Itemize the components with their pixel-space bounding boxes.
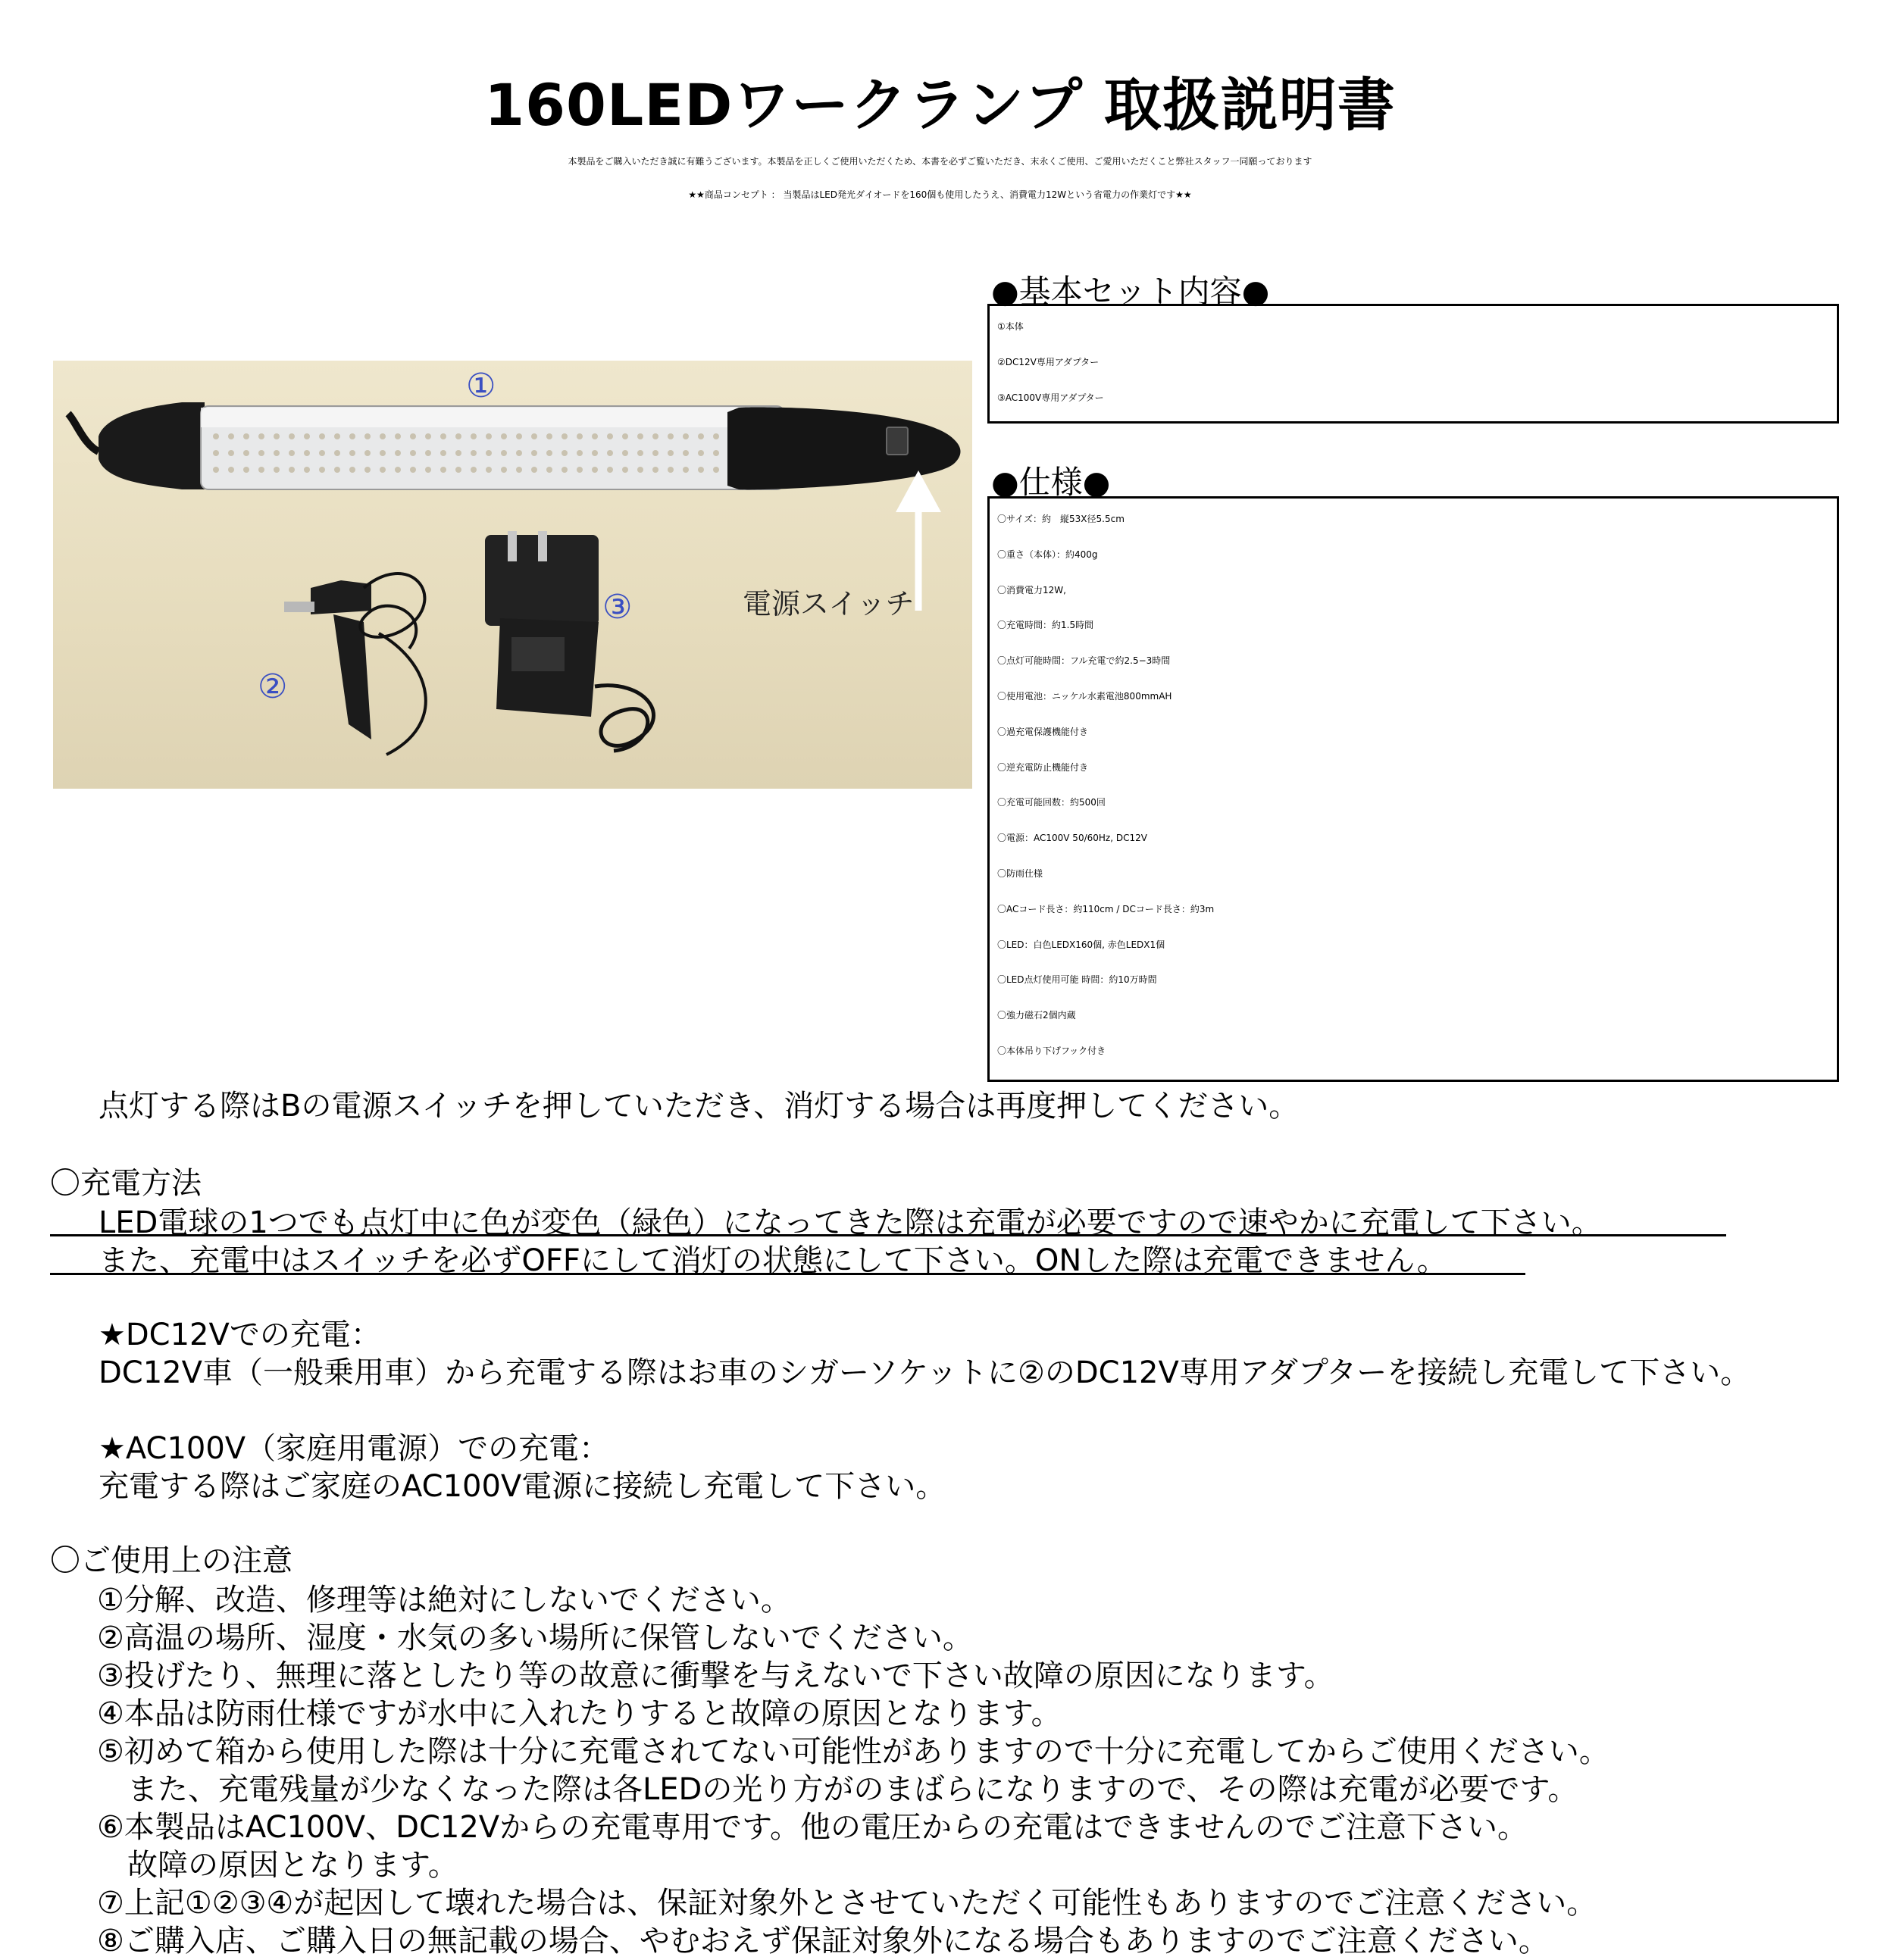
document-title: 160LEDワークランプ 取扱説明書 (484, 71, 1396, 139)
spec-item: 〇サイズ：約 縦53X径5.5cm (997, 514, 1125, 524)
photo-label-2: ② (258, 667, 288, 706)
spec-item: 〇重さ（本体）：約400g (997, 549, 1098, 560)
intro-text: 本製品をご購入いただき誠に有難うございます。本製品を正しくご使用いただくため、本書を必ずご覧いただき、末永くご使用、ご愛用いただくこと弊社スタッフ一同願っております (568, 156, 1312, 167)
spec-box (987, 496, 1839, 1082)
ac-charging-text: 充電する際はご家庭のAC100V電源に接続し充電して下さい。 (99, 1469, 946, 1504)
spec-heading: ●仕様● (991, 464, 1111, 501)
caution-item: ⑤初めて箱から使用した際は十分に充電されてない可能性がありますので十分に充電してからご使用ください。 (97, 1734, 1609, 1769)
product-photo (53, 361, 972, 789)
basic-set-item: ①本体 (997, 321, 1024, 332)
spec-item: 〇充電可能回数：約500回 (997, 797, 1106, 808)
spec-item: 〇LED点灯使用可能 時間：約10万時間 (997, 974, 1157, 986)
charging-heading: 〇充電方法 (50, 1166, 202, 1201)
concept-text: ★★商品コンセプト ： 当製品はLED発光ダイオードを160個も使用したうえ、消費電力12Wという省電力の作業灯です★★ (688, 189, 1192, 200)
caution-item: また、充電残量が少なくなった際は各LEDの光り方がのまばらになりますので、その際は充電が必要です。 (97, 1772, 1578, 1807)
spec-item: 〇充電時間：約1.5時間 (997, 620, 1094, 631)
charging-line-1: LED電球の1つでも点灯中に色が変色（緑色）になってきた際は充電が必要ですので速やかに充電して下さい。 (99, 1205, 1602, 1240)
basic-set-item: ③AC100V専用アダプター (997, 392, 1104, 403)
photo-label-3: ③ (602, 588, 633, 627)
switch-note: 点灯する際はBの電源スイッチを押していただき、消灯する場合は再度押してください。 (99, 1089, 1300, 1124)
caution-item: ①分解、改造、修理等は絶対にしないでください。 (97, 1583, 791, 1618)
underline-2 (50, 1273, 1525, 1275)
ac-charging-heading: ★AC100V（家庭用電源）での充電： (99, 1431, 610, 1466)
caution-item: ②高温の場所、湿度・水気の多い場所に保管しないでください。 (97, 1621, 973, 1655)
work-lamp-illustration (53, 361, 972, 789)
spec-item: 〇ACコード長さ：約110cm / DCコード長さ：約3m (997, 903, 1215, 914)
spec-item: 〇LED：白色LEDX160個, 赤色LEDX1個 (997, 939, 1165, 950)
cautions-heading: 〇ご使用上の注意 (50, 1543, 292, 1578)
photo-label-1: ① (466, 367, 496, 405)
caution-item: ⑧ご購入店、ご購入日の無記載の場合、やむおえず保証対象外になる場合もありますのでご注意ください。 (97, 1924, 1549, 1958)
dc-charging-heading: ★DC12Vでの充電： (99, 1318, 381, 1352)
spec-item: 〇逆充電防止機能付き (997, 761, 1089, 773)
spec-item: 〇電源：AC100V 50/60Hz, DC12V (997, 833, 1147, 844)
spec-item: 〇消費電力12W, (997, 584, 1066, 596)
caution-item: ④本品は防雨仕様ですが水中に入れたりすると故障の原因となります。 (97, 1696, 1062, 1731)
dc-charging-text: DC12V車（一般乗用車）から充電する際はお車のシガーソケットに②のDC12V専用アダプターを接続し充電して下さい。 (99, 1355, 1751, 1390)
spec-item: 〇強力磁石2個内蔵 (997, 1010, 1076, 1021)
spec-item: 〇使用電池：ニッケル水素電池800mmAH (997, 690, 1172, 702)
basic-set-heading: ●基本セット内容● (991, 273, 1270, 310)
caution-item: ⑦上記①②③④が起因して壊れた場合は、保証対象外とさせていただく可能性もありますのでご注意ください。 (97, 1886, 1597, 1921)
caution-item: ⑥本製品はAC100V、DC12Vからの充電専用です。他の電圧からの充電はできませんのでご注意下さい。 (97, 1810, 1528, 1845)
spec-item: 〇本体吊り下げフック付き (997, 1045, 1106, 1056)
basic-set-box (987, 304, 1839, 424)
power-switch-label: 電源スイッチ (743, 587, 915, 621)
spec-item: 〇点灯可能時間：フル充電で約2.5−3時間 (997, 655, 1171, 667)
charging-line-2: また、充電中はスイッチを必ずOFFにして消灯の状態にして下さい。ONした際は充電できません。 (99, 1243, 1447, 1278)
caution-item: 故障の原因となります。 (97, 1848, 458, 1883)
spec-item: 〇防雨仕様 (997, 867, 1043, 879)
caution-item: ③投げたり、無理に落としたり等の故意に衝撃を与えないで下さい故障の原因になります。 (97, 1658, 1334, 1693)
basic-set-item: ②DC12V専用アダプター (997, 357, 1100, 367)
spec-item: 〇過充電保護機能付き (997, 726, 1089, 737)
